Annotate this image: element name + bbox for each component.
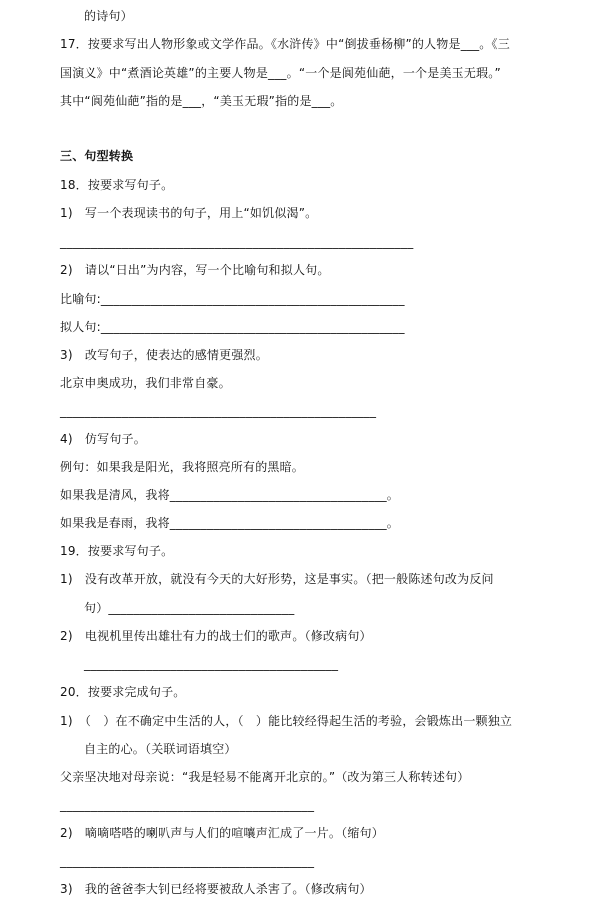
- question-17-line-3: 其中“阆苑仙葩”指的是___，“美玉无瑕”指的是___。: [60, 94, 343, 108]
- answer-blank[interactable]: 句）______________________________: [84, 601, 295, 615]
- answer-blank[interactable]: _________________________________________: [60, 798, 315, 812]
- text-line: 例句：如果我是阳光，我将照亮所有的黑暗。: [60, 460, 305, 474]
- text-line: 4) 仿写句子。: [60, 432, 146, 446]
- question-19-title: 19．按要求写句子。: [60, 544, 174, 558]
- text-line: 1) 写一个表现读书的句子，用上“如饥似渴”。: [60, 206, 318, 220]
- answer-blank[interactable]: 拟人句:_________________________________________________: [60, 320, 405, 334]
- text-line: 1) 没有改革开放，就没有今天的大好形势，这是事实。（把一般陈述句改为反问: [60, 572, 494, 586]
- text-line: 的诗句）: [84, 9, 133, 23]
- answer-blank[interactable]: 如果我是清风，我将___________________________________。: [60, 488, 400, 502]
- text-line: 3) 我的爸爸李大钊已经将要被敌人杀害了。（修改病句）: [60, 882, 372, 896]
- question-18-title: 18．按要求写句子。: [60, 178, 174, 192]
- answer-blank[interactable]: 如果我是春雨，我将___________________________________。: [60, 516, 400, 530]
- question-20-title: 20．按要求完成句子。: [60, 685, 186, 699]
- question-17-line-2: 国演义》中“煮酒论英雄”的主要人物是___。“一个是阆苑仙葩，一个是美玉无瑕。”: [60, 66, 501, 80]
- answer-blank[interactable]: ___________________________________________________: [60, 404, 377, 418]
- text-line: 北京申奥成功，我们非常自豪。: [60, 376, 231, 390]
- text-line: 2) 电视机里传出雄壮有力的战士们的歌声。（修改病句）: [60, 629, 372, 643]
- text-line: 自主的心。（关联词语填空）: [84, 742, 237, 756]
- answer-blank[interactable]: _________________________________________: [84, 657, 339, 671]
- answer-blank[interactable]: 比喻句:_________________________________________________: [60, 292, 405, 306]
- text-line: 2) 嘀嘀嗒嗒的喇叭声与人们的喧嚷声汇成了一片。（缩句）: [60, 826, 384, 840]
- text-line: 2) 请以“日出”为内容，写一个比喻句和拟人句。: [60, 263, 330, 277]
- answer-blank[interactable]: _________________________________________: [60, 854, 315, 868]
- text-line: 1) （ ）在不确定中生活的人，（ ）能比较经得起生活的考验，会锻炼出一颗独立: [60, 714, 513, 728]
- text-line: 父亲坚决地对母亲说：“我是轻易不能离开北京的。”（改为第三人称转述句）: [60, 770, 470, 784]
- answer-blank[interactable]: _________________________________________________________: [60, 235, 414, 249]
- text-line: 3) 改写句子，使表达的感情更强烈。: [60, 348, 268, 362]
- question-17-line-1: 17．按要求写出人物形象或文学作品。《水浒传》中“倒拔垂杨柳”的人物是___。《三: [60, 37, 510, 51]
- section-heading: 三、句型转换: [60, 149, 134, 163]
